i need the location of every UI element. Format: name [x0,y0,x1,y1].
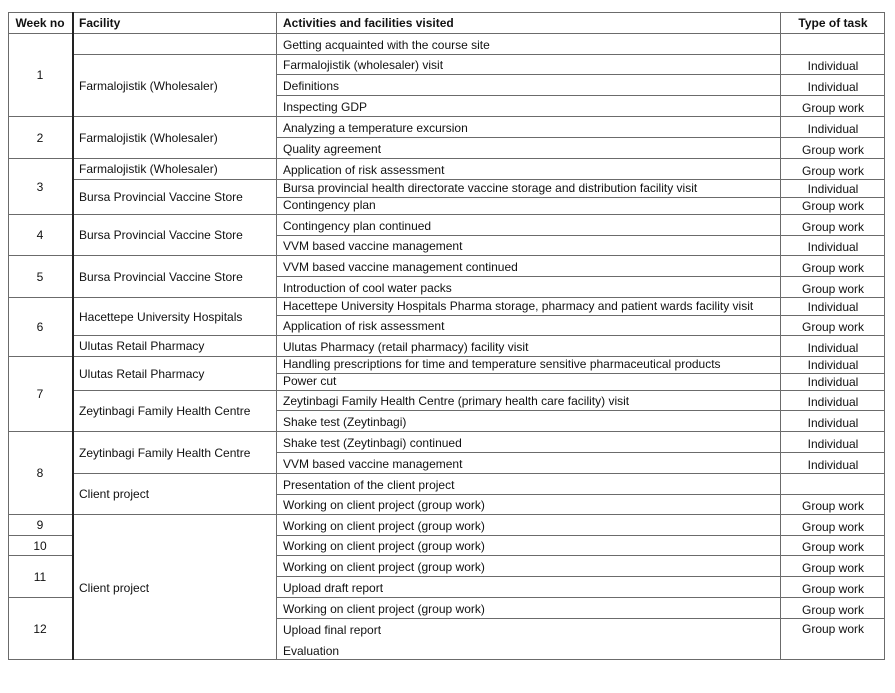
task-type-cell: Group work [780,555,885,576]
activity-cell: Contingency plan [276,197,780,214]
activity-cell: Application of risk assessment [276,315,780,335]
week-number-cell: 4 [8,214,72,255]
facility-cell: Bursa Provincial Vaccine Store [72,179,276,214]
task-type-cell: Group work [780,494,885,514]
task-type-cell [780,33,885,54]
course-schedule-table [8,12,885,660]
activity-cell: Contingency plan continued [276,214,780,235]
facility-cell: Bursa Provincial Vaccine Store [72,214,276,255]
week-number-cell: 2 [8,116,72,158]
task-type-cell: Group work [780,576,885,597]
facility-cell: Zeytinbagi Family Health Centre [72,390,276,431]
activity-cell: Handling prescriptions for time and temperature sensitive pharmaceutical products [276,356,780,373]
task-type-cell: Group work [780,197,885,214]
week-number-cell: 6 [8,297,72,356]
activity-cell: Getting acquainted with the course site [276,33,780,54]
header-activities: Activities and facilities visited [276,12,780,33]
week-number-cell: 3 [8,158,72,214]
activity-cell: Evaluation [276,639,780,660]
activity-cell: Shake test (Zeytinbagi) continued [276,431,780,452]
task-type-cell [780,473,885,494]
week-number-cell: 1 [8,33,72,116]
activity-cell: Quality agreement [276,137,780,158]
facility-cell: Ulutas Retail Pharmacy [72,335,276,356]
facility-cell: Farmalojistik (Wholesaler) [72,54,276,116]
activity-cell: Power cut [276,373,780,390]
facility-cell: Hacettepe University Hospitals [72,297,276,335]
task-type-cell: Group work [780,276,885,297]
activity-cell: Application of risk assessment [276,158,780,179]
task-type-cell: Individual [780,373,885,390]
week-number-cell: 11 [8,555,72,597]
task-type-cell: Individual [780,74,885,95]
facility-cell [72,33,276,54]
task-type-cell: Group work [780,535,885,555]
task-type-cell: Individual [780,356,885,373]
task-type-cell: Group work [780,597,885,618]
activity-cell: Working on client project (group work) [276,494,780,514]
activity-cell: Hacettepe University Hospitals Pharma storage, pharmacy and patient wards facility visit [276,297,780,315]
facility-cell: Ulutas Retail Pharmacy [72,356,276,390]
task-type-cell: Individual [780,235,885,255]
week-number-cell: 5 [8,255,72,297]
facility-cell: Zeytinbagi Family Health Centre [72,431,276,473]
header-facility: Facility [72,12,276,33]
activity-cell: Ulutas Pharmacy (retail pharmacy) facility visit [276,335,780,356]
activity-cell: Working on client project (group work) [276,597,780,618]
activity-cell: Inspecting GDP [276,95,780,116]
activity-cell: Upload final report [276,618,780,639]
activity-cell: VVM based vaccine management [276,235,780,255]
task-type-cell: Group work [780,255,885,276]
task-type-cell: Individual [780,179,885,197]
activity-cell: Definitions [276,74,780,95]
activity-cell: Upload draft report [276,576,780,597]
task-type-cell: Group work [780,315,885,335]
facility-cell: Client project [72,473,276,514]
activity-cell: Introduction of cool water packs [276,276,780,297]
activity-cell: Analyzing a temperature excursion [276,116,780,137]
activity-cell: Farmalojistik (wholesaler) visit [276,54,780,74]
header-type-of-task: Type of task [780,12,885,33]
week-number-cell: 12 [8,597,72,660]
task-type-cell: Individual [780,410,885,431]
task-type-cell: Individual [780,54,885,74]
task-type-cell: Individual [780,116,885,137]
activity-cell: Bursa provincial health directorate vaccine storage and distribution facility visit [276,179,780,197]
facility-cell: Farmalojistik (Wholesaler) [72,158,276,179]
task-type-cell: Group work [780,95,885,116]
activity-cell: Working on client project (group work) [276,555,780,576]
activity-cell: Zeytinbagi Family Health Centre (primary health care facility) visit [276,390,780,410]
activity-cell: Presentation of the client project [276,473,780,494]
week-number-cell: 7 [8,356,72,431]
task-type-cell: Individual [780,390,885,410]
task-type-cell: Individual [780,452,885,473]
header-week-no: Week no [15,15,65,30]
facility-cell: Bursa Provincial Vaccine Store [72,255,276,297]
activity-cell: Working on client project (group work) [276,535,780,555]
facility-cell: Client project [72,514,276,660]
week-number-cell: 9 [8,514,72,535]
week-column-divider [72,12,74,660]
task-type-cell: Group work [780,137,885,158]
task-type-cell: Group work [780,158,885,179]
task-type-cell: Individual [780,431,885,452]
activity-cell: VVM based vaccine management continued [276,255,780,276]
task-type-cell: Group work [780,618,885,660]
task-type-cell: Group work [780,514,885,535]
week-number-cell: 10 [8,535,72,555]
activity-cell: Shake test (Zeytinbagi) [276,410,780,431]
task-type-cell: Individual [780,335,885,356]
task-type-cell: Group work [780,214,885,235]
facility-cell: Farmalojistik (Wholesaler) [72,116,276,158]
activity-cell: Working on client project (group work) [276,514,780,535]
task-type-cell: Individual [780,297,885,315]
activity-cell: VVM based vaccine management [276,452,780,473]
week-number-cell: 8 [8,431,72,514]
